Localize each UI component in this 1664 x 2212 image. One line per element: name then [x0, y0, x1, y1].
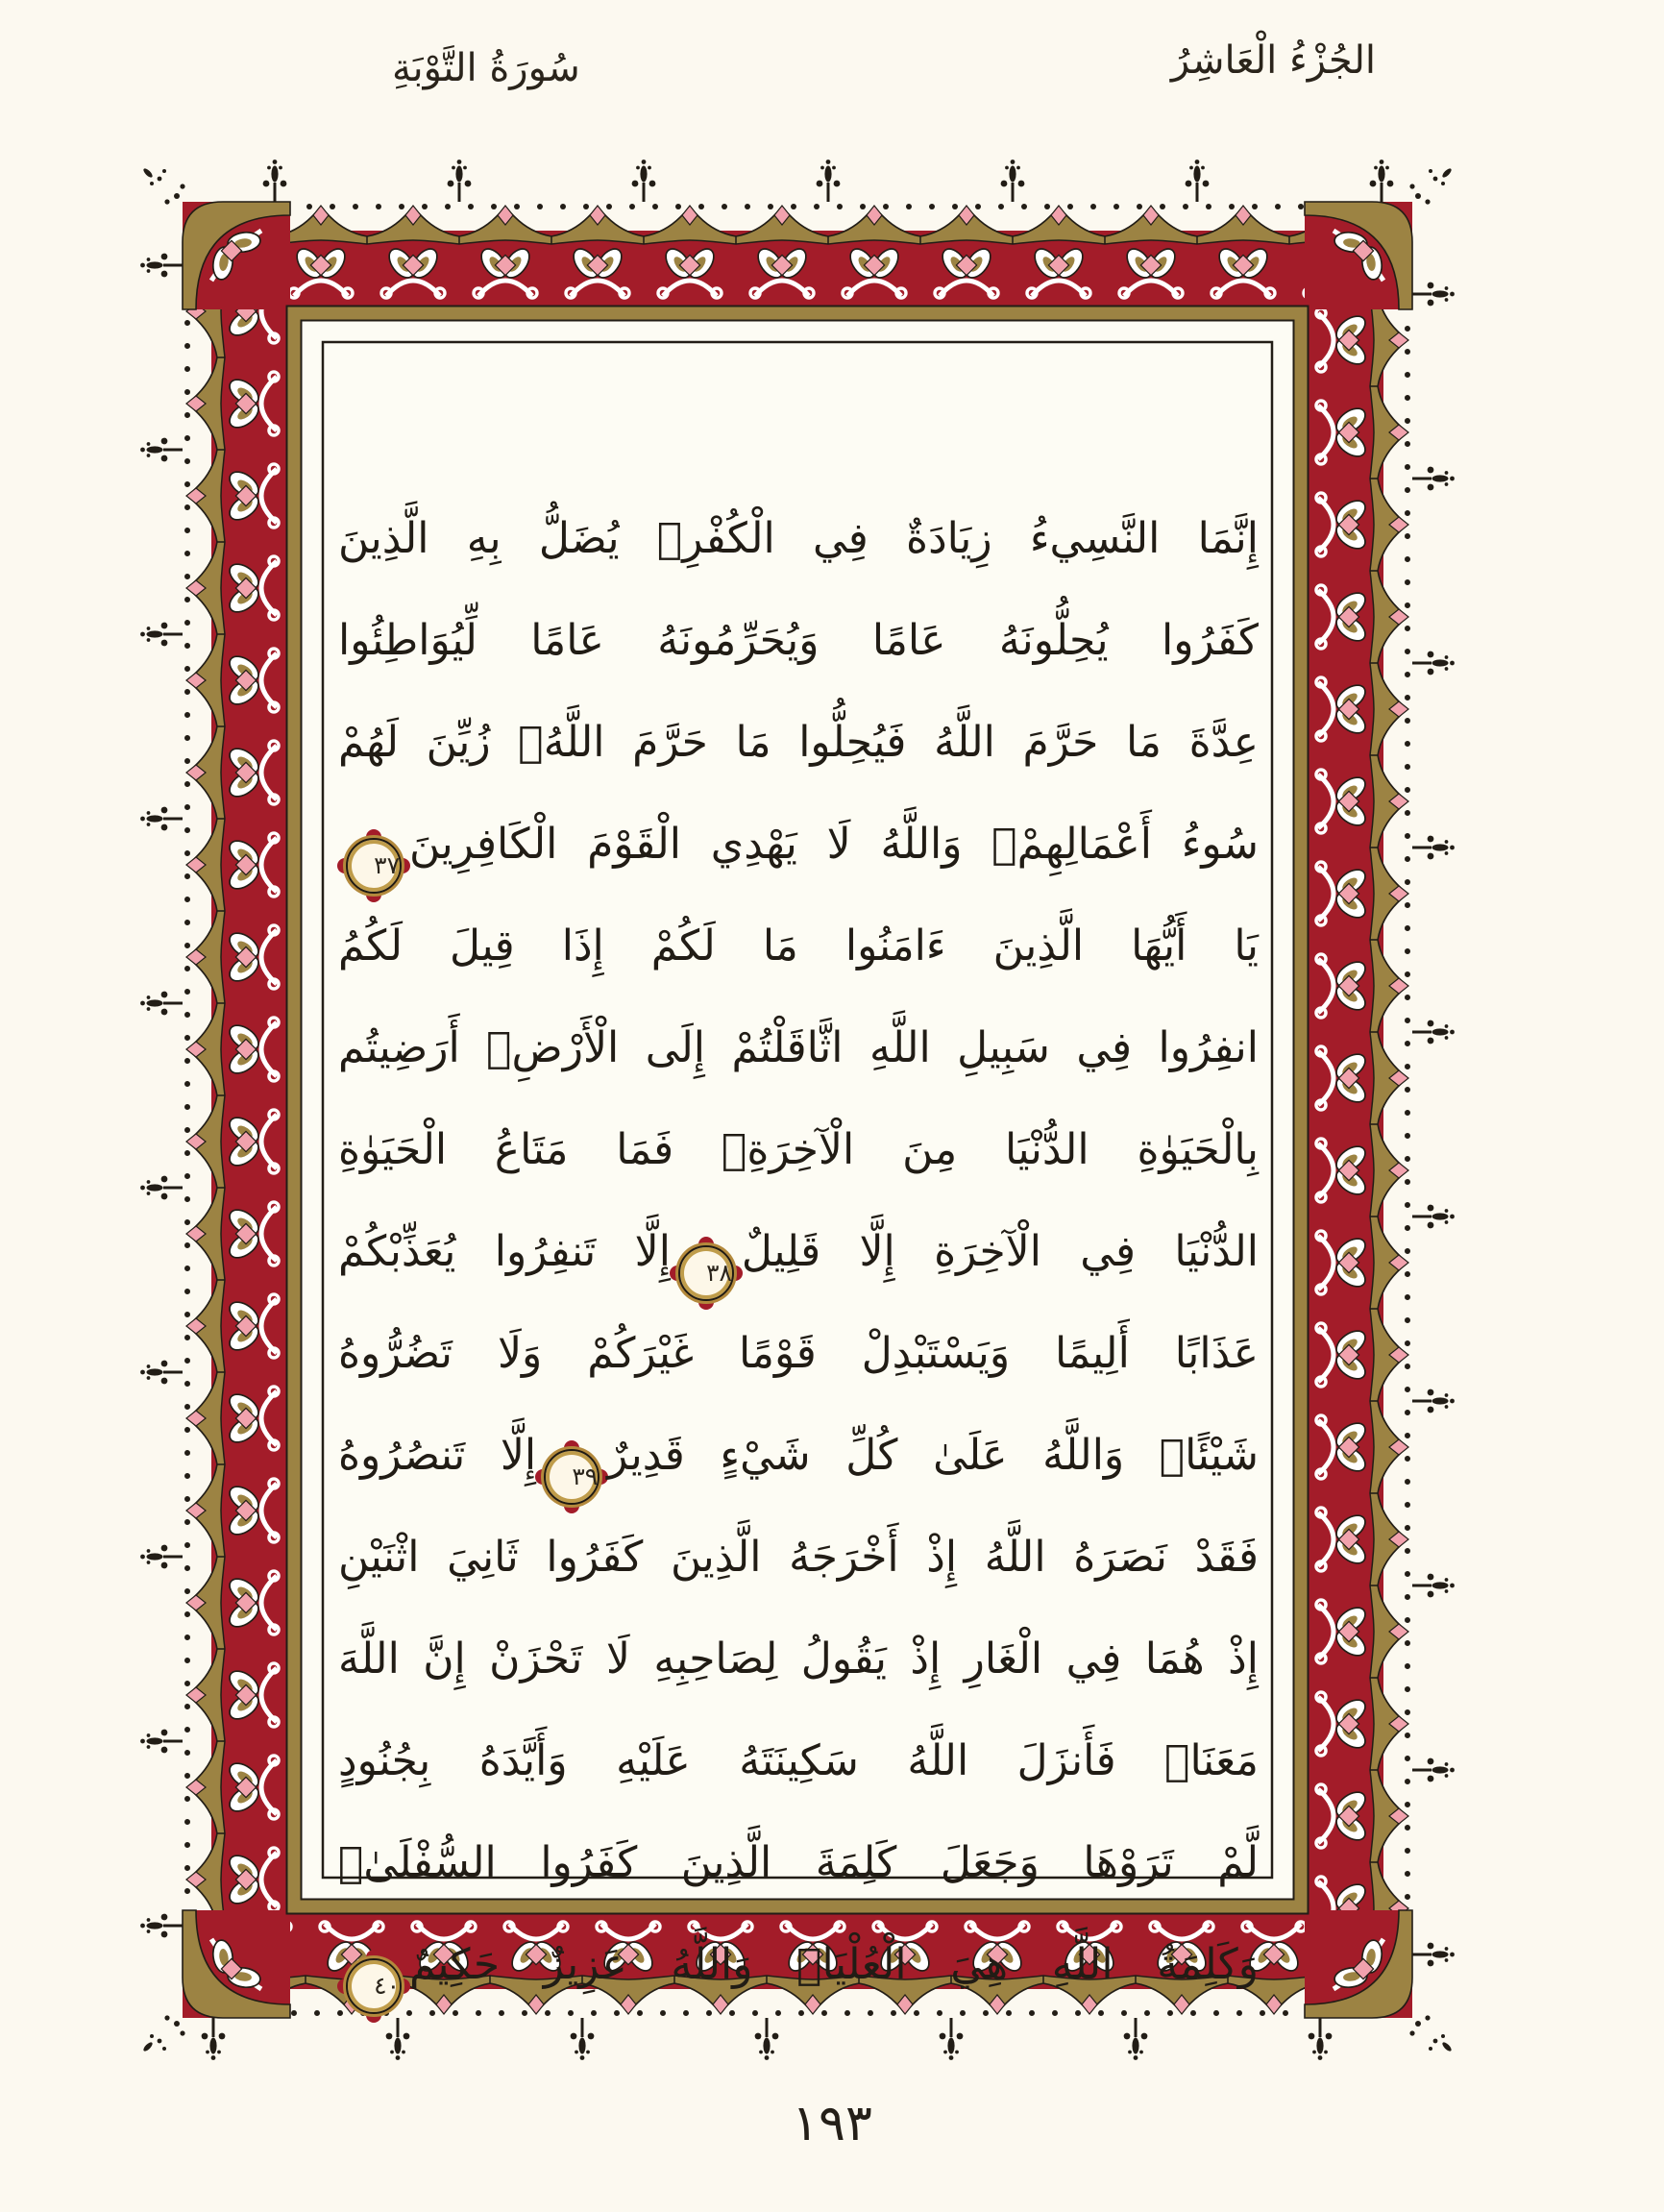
verse-text: إِلَّا تَنفِرُوا يُعَذِّبْكُمْ: [338, 1227, 671, 1276]
quran-line: [338, 1099, 1259, 1201]
quran-line: [338, 1609, 1259, 1710]
quran-line: [338, 1914, 1259, 2016]
quran-line: [338, 1405, 1259, 1507]
verse-text: انفِرُوا فِي سَبِيلِ اللَّهِ اثَّاقَلْتُمْ إِلَى الْأَرْضِۚ أَرَضِيتُم: [338, 1023, 1259, 1072]
quran-text-block: [338, 488, 1259, 2016]
verse-text: كَفَرُوا يُحِلُّونَهُ عَامًا وَيُحَرِّمُونَهُ عَامًا لِّيُوَاطِئُوا: [338, 616, 1259, 665]
quran-line: [338, 1710, 1259, 1812]
verse-text: إِلَّا تَنصُرُوهُ: [338, 1431, 537, 1480]
verse-text: لَّمْ تَرَوْهَا وَجَعَلَ كَلِمَةَ الَّذِينَ كَفَرُوا السُّفْلَىٰۗ: [338, 1838, 1259, 1887]
verse-text: يَا أَيُّهَا الَّذِينَ ءَامَنُوا مَا لَكُمْ إِذَا قِيلَ لَكُمُ: [338, 922, 1259, 971]
verse-text: الدُّنْيَا فِي الْآخِرَةِ إِلَّا قَلِيلٌ: [741, 1227, 1259, 1276]
verse-text: عِدَّةَ مَا حَرَّمَ اللَّهُ فَيُحِلُّوا مَا حَرَّمَ اللَّهُۚ زُيِّنَ لَهُمْ: [338, 718, 1259, 767]
quran-line: [338, 488, 1259, 590]
quran-line: [338, 1303, 1259, 1405]
verse-text: وَكَلِمَةُ اللَّهِ هِيَ الْعُلْيَاۗ وَاللَّهُ عَزِيزٌ حَكِيمٌ: [409, 1940, 1259, 1989]
quran-line: [338, 896, 1259, 997]
verse-text: عَذَابًا أَلِيمًا وَيَسْتَبْدِلْ قَوْمًا غَيْرَكُمْ وَلَا تَضُرُّوهُ: [338, 1329, 1259, 1378]
verse-text: فَقَدْ نَصَرَهُ اللَّهُ إِذْ أَخْرَجَهُ الَّذِينَ كَفَرُوا ثَانِيَ اثْنَيْنِ: [338, 1533, 1259, 1582]
quran-line: [338, 794, 1259, 896]
verse-text: إِذْ هُمَا فِي الْغَارِ إِذْ يَقُولُ لِصَاحِبِهِ لَا تَحْزَنْ إِنَّ اللَّهَ: [338, 1634, 1259, 1684]
verse-number-badge: ٤٠: [346, 1958, 402, 2014]
verse-text: إِنَّمَا النَّسِيءُ زِيَادَةٌ فِي الْكُفْرِۖ يُضَلُّ بِهِ الَّذِينَ: [338, 514, 1259, 563]
surah-title: سُورَةُ التَّوْبَةِ: [392, 46, 580, 90]
verse-number-badge: ٣٧: [346, 838, 402, 894]
verse-number-badge: ٣٩: [544, 1449, 600, 1505]
page-number: ١٩٣: [792, 2095, 872, 2152]
quran-line: [338, 692, 1259, 794]
quran-line: [338, 1812, 1259, 1914]
juz-title: الجُزْءُ الْعَاشِرُ: [1170, 38, 1376, 83]
verse-text: شَيْئًاۗ وَاللَّهُ عَلَىٰ كُلِّ شَيْءٍ قَدِيرٌ: [607, 1431, 1259, 1480]
quran-line: [338, 590, 1259, 692]
verse-text: سُوءُ أَعْمَالِهِمْۗ وَاللَّهُ لَا يَهْدِي الْقَوْمَ الْكَافِرِينَ: [409, 820, 1259, 869]
verse-text: مَعَنَاۖ فَأَنزَلَ اللَّهُ سَكِينَتَهُ عَلَيْهِ وَأَيَّدَهُ بِجُنُودٍ: [338, 1736, 1259, 1785]
quran-line: [338, 1201, 1259, 1303]
quran-line: [338, 1507, 1259, 1609]
quran-line: [338, 997, 1259, 1099]
verse-number-badge: ٣٨: [678, 1245, 734, 1301]
verse-text: بِالْحَيَوٰةِ الدُّنْيَا مِنَ الْآخِرَةِۚ فَمَا مَتَاعُ الْحَيَوٰةِ: [338, 1125, 1259, 1174]
